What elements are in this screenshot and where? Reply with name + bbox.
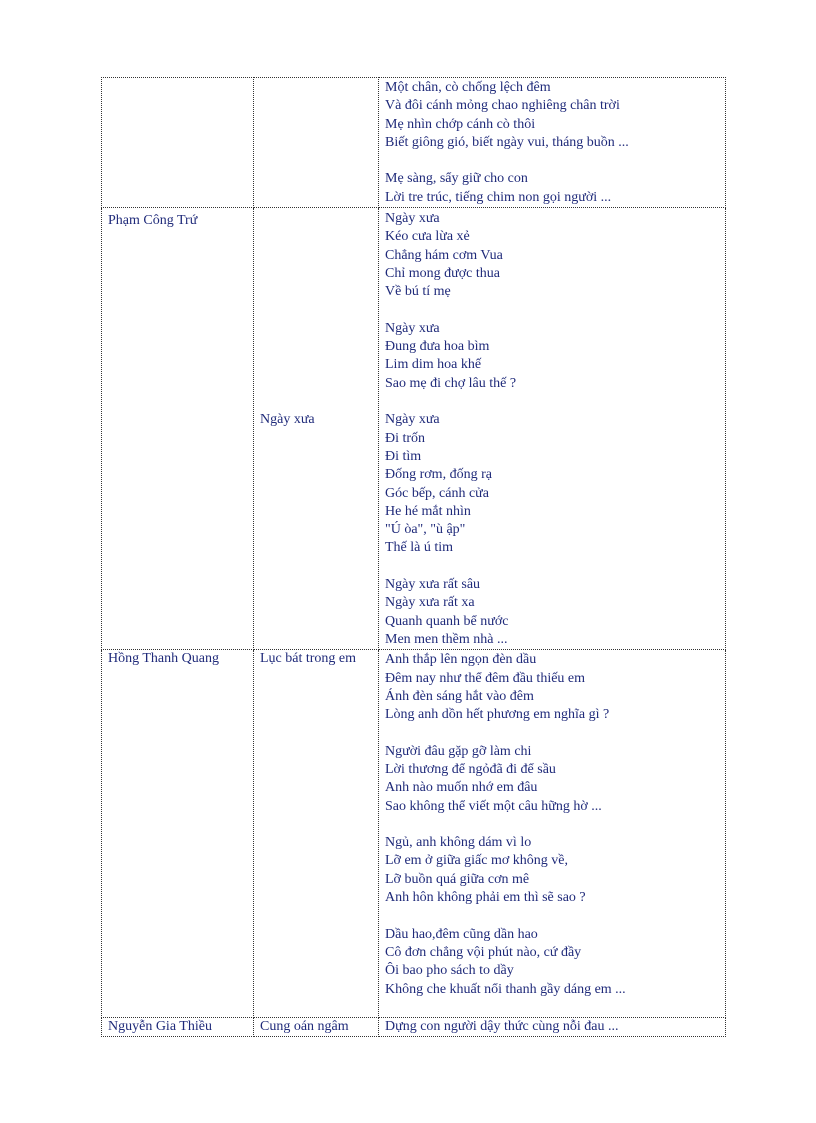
poem-text: Ngày xưa Kéo cưa lừa xẻ Chẳng hám cơm Vua Chỉ mong được thua Về bú tí mẹ Ngày xưa Đung đưa hoa bìm Lim dim hoa khế Sao mẹ đi chợ lâu thế ? Ngày xưa Đi trốn Đi tìm Đống rơm, đống rạ Góc bếp, cánh cửa He hé mắt nhìn "Ú òa", "ù ập" Thế là ú tim Ngày xưa rất sâu Ngày xưa rất xa Quanh quanh bể nước Men men thềm nhà ... [385,211,517,647]
author-cell [102,1018,254,1037]
author-name: Nguyễn Gia Thiều [108,1019,212,1035]
poem-cell [379,650,726,1018]
poem-cell [379,208,726,650]
poem-text: Dựng con người dậy thức cùng nỗi đau ... [385,1019,619,1035]
table-row [102,208,726,650]
poem-cell [379,78,726,208]
title-cell [254,78,379,208]
poem-text: Một chân, cò chống lệch đêm Và đôi cánh mỏng chao nghiêng chân trời Mẹ nhìn chớp cánh cò thôi Biết giông gió, biết ngày vui, tháng buồn ... Mẹ sàng, sẩy giữ cho con Lời tre trúc, tiếng chim non gọi người ... [385,80,629,205]
author-cell [102,78,254,208]
title-cell [254,208,379,650]
poem-text: Anh thắp lên ngọn đèn dầu Đêm nay như thể đêm đầu thiếu em Ánh đèn sáng hắt vào đêm Lòng anh dồn hết phương em nghĩa gì ? Người đâu gặp gỡ làm chi Lời thương để ngỏđã đi để sầu Anh nào muốn nhớ em đâu Sao không thể viết một câu hững hờ ... Ngủ, anh không dám vì lo Lỡ em ở giữa giấc mơ không về, Lỡ buồn quá giữa cơn mê Anh hôn không phải em thì sẽ sao ? Dầu hao,đêm cũng dần hao Cô đơn chẳng vội phút nào, cứ đầy Ôi bao pho sách to dầy Không che khuất nổi thanh gầy dáng em ... [385,652,626,997]
poem-cell [379,1018,726,1037]
poem-table [101,77,726,1037]
table-row [102,650,726,1018]
poem-title: Lục bát trong em [260,651,357,667]
author-cell [102,650,254,1018]
title-cell [254,1018,379,1037]
poem-title: Cung oán ngâm [260,1019,349,1035]
author-name: Hồng Thanh Quang [108,651,219,667]
title-cell [254,650,379,1018]
author-name: Phạm Công Trứ [108,213,198,229]
table-row [102,1018,726,1037]
poem-title: Ngày xưa [260,412,315,428]
table-row [102,78,726,208]
author-cell [102,208,254,650]
